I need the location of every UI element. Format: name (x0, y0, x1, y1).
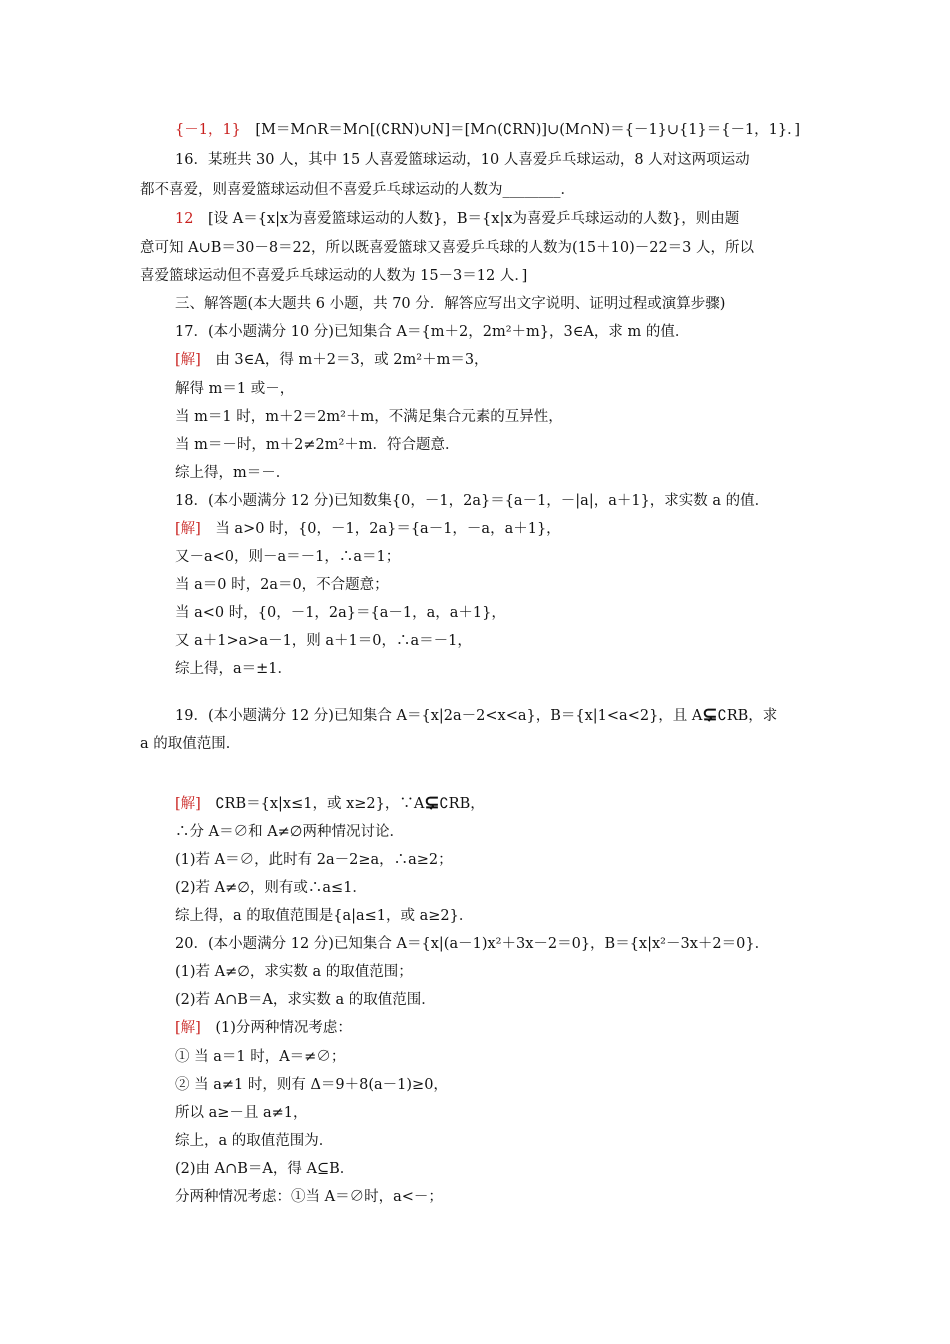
solution-20-line-5 (0, 1131, 950, 1151)
question-20-part-2 (0, 990, 950, 1010)
subsetneq-symbol: ⊊ (424, 792, 440, 813)
line-text: (2)若 A≠∅，则有或∴a≤1． (175, 880, 367, 896)
solution-17-line-3 (0, 407, 950, 427)
question-16-line-2 (0, 180, 950, 200)
line-text: 当 m＝－时，m＋2≠2m²＋m．符合题意． (175, 437, 460, 453)
question-20 (0, 934, 950, 954)
line-text: (1)若 A≠∅，求实数 a 的取值范围； (175, 964, 413, 980)
line-text: 综上得，a 的取值范围是{a|a≤1，或 a≥2}． (175, 908, 474, 924)
answer-16-line-3 (0, 266, 950, 286)
question-19-line-1 (0, 705, 950, 726)
line-text: 16．某班共 30 人，其中 15 人喜爱篮球运动，10 人喜爱乒乓球运动，8 人对这两项运动 (175, 152, 750, 168)
answer-15 (0, 120, 950, 140)
solution-20-line-1 (0, 1018, 950, 1038)
solution-20-line-2 (0, 1047, 950, 1067)
line-text: 又 a＋1>a>a－1，则 a＋1＝0，∴a＝－1， (175, 633, 472, 649)
solution-18-line-2 (0, 547, 950, 567)
line-text: 19．(本小题满分 12 分)已知集合 A＝{x|2a－2<x<a}，B＝{x|1<a<2}，且 A (175, 708, 703, 724)
line-text: 都不喜爱，则喜爱篮球运动但不喜爱乒乓球运动的人数为________． (140, 182, 575, 198)
line-text: [M＝M∩R＝M∩[(∁RN)∪N]＝[M∩(∁RN)]∪(M∩N)＝{－1}∪{1}＝{－1，1}．] (240, 122, 801, 138)
solution-20-line-7 (0, 1187, 950, 1207)
line-text: 综上，a 的取值范围为． (175, 1133, 334, 1149)
line-text: 当 a＝0 时，2a＝0，不合题意； (175, 577, 389, 593)
line-text: 三、解答题(本大题共 6 小题，共 70 分．解答应写出文字说明、证明过程或演算步骤) (175, 296, 726, 312)
section-heading (0, 294, 950, 314)
solution-19-line-3 (0, 850, 950, 870)
solution-19-line-5 (0, 906, 950, 926)
line-text: 17．(本小题满分 10 分)已知集合 A＝{m＋2，2m²＋m}，3∈A，求 m 的值． (175, 324, 690, 340)
solution-19-line-4 (0, 878, 950, 898)
solution-19-line-1 (0, 793, 950, 814)
line-text: (1)分两种情况考虑： (200, 1020, 352, 1036)
line-text: a 的取值范围． (140, 736, 241, 752)
question-20-part-1 (0, 962, 950, 982)
question-17 (0, 322, 950, 342)
solution-tag: [解] (175, 1020, 201, 1036)
solution-18-line-6 (0, 659, 950, 679)
solution-20-line-4 (0, 1103, 950, 1123)
line-text: (2)若 A∩B＝A，求实数 a 的取值范围． (175, 992, 436, 1008)
line-text: 当 m＝1 时，m＋2＝2m²＋m，不满足集合元素的互异性， (175, 409, 563, 425)
solution-19-line-2 (0, 822, 950, 842)
line-text: 分两种情况考虑：①当 A＝∅时，a<－； (175, 1189, 443, 1205)
line-text: 喜爱篮球运动但不喜爱乒乓球运动的人数为 15－3＝12 人．] (140, 268, 528, 284)
answer-16-line-1 (0, 209, 950, 229)
line-text: 当 a<0 时，{0，－1，2a}＝{a－1，a，a＋1}， (175, 605, 506, 621)
solution-18-line-1 (0, 519, 950, 539)
line-text: 综上得，a＝±1． (175, 661, 293, 677)
answer-16-line-2 (0, 238, 950, 258)
subsetneq-symbol: ⊊ (702, 704, 718, 725)
line-text: ② 当 a≠1 时，则有 Δ＝9＋8(a－1)≥0， (175, 1077, 448, 1093)
solution-tag: [解] (175, 796, 201, 812)
line-text: 综上得，m＝－． (175, 465, 291, 481)
solution-17-line-5 (0, 463, 950, 483)
answer-key: 12 (175, 211, 194, 227)
solution-17-line-1 (0, 350, 950, 370)
solution-tag: [解] (175, 352, 201, 368)
line-text: 20．(本小题满分 12 分)已知集合 A＝{x|(a－1)x²＋3x－2＝0}，B＝{x|x²－3x＋2＝0}． (175, 936, 770, 952)
line-text: 所以 a≥－且 a≠1， (175, 1105, 308, 1121)
line-text: (2)由 A∩B＝A，得 A⊆B． (175, 1161, 355, 1177)
solution-18-line-5 (0, 631, 950, 651)
line-text: ∴分 A＝∅和 A≠∅两种情况讨论． (175, 824, 404, 840)
line-text-tail: ∁RB， (439, 796, 485, 812)
solution-tag: [解] (175, 521, 201, 537)
line-text: 由 3∈A，得 m＋2＝3，或 2m²＋m＝3， (200, 352, 489, 368)
solution-20-line-3 (0, 1075, 950, 1095)
line-text: 又－a<0，则－a＝－1，∴a＝1； (175, 549, 401, 565)
solution-17-line-2 (0, 379, 950, 399)
line-text: (1)若 A＝∅，此时有 2a－2≥a，∴a≥2； (175, 852, 453, 868)
solution-20-line-6 (0, 1159, 950, 1179)
line-text: ① 当 a＝1 时，A＝≠∅； (175, 1049, 346, 1065)
question-18 (0, 491, 950, 511)
line-text: [设 A＝{x|x为喜爱篮球运动的人数}，B＝{x|x为喜爱乒乓球运动的人数}，则由题 (193, 211, 740, 227)
line-text: 18．(本小题满分 12 分)已知数集{0，－1，2a}＝{a－1，－|a|，a＋1}，求实数 a 的值． (175, 493, 770, 509)
line-text: ∁RB＝{x|x≤1，或 x≥2}，∵A (200, 796, 425, 812)
answer-key: {－1，1} (175, 122, 241, 138)
solution-18-line-4 (0, 603, 950, 623)
line-text: 意可知 A∪B＝30－8＝22，所以既喜爱篮球又喜爱乒乓球的人数为(15＋10)－22＝3 人，所以 (140, 240, 755, 256)
solution-17-line-4 (0, 435, 950, 455)
line-text: 解得 m＝1 或－， (175, 381, 295, 397)
solution-18-line-3 (0, 575, 950, 595)
question-19-line-2 (0, 734, 950, 754)
question-16-line-1 (0, 150, 950, 170)
line-text-tail: ∁RB，求 (717, 708, 778, 724)
line-text: 当 a>0 时，{0，－1，2a}＝{a－1，－a，a＋1}， (200, 521, 561, 537)
